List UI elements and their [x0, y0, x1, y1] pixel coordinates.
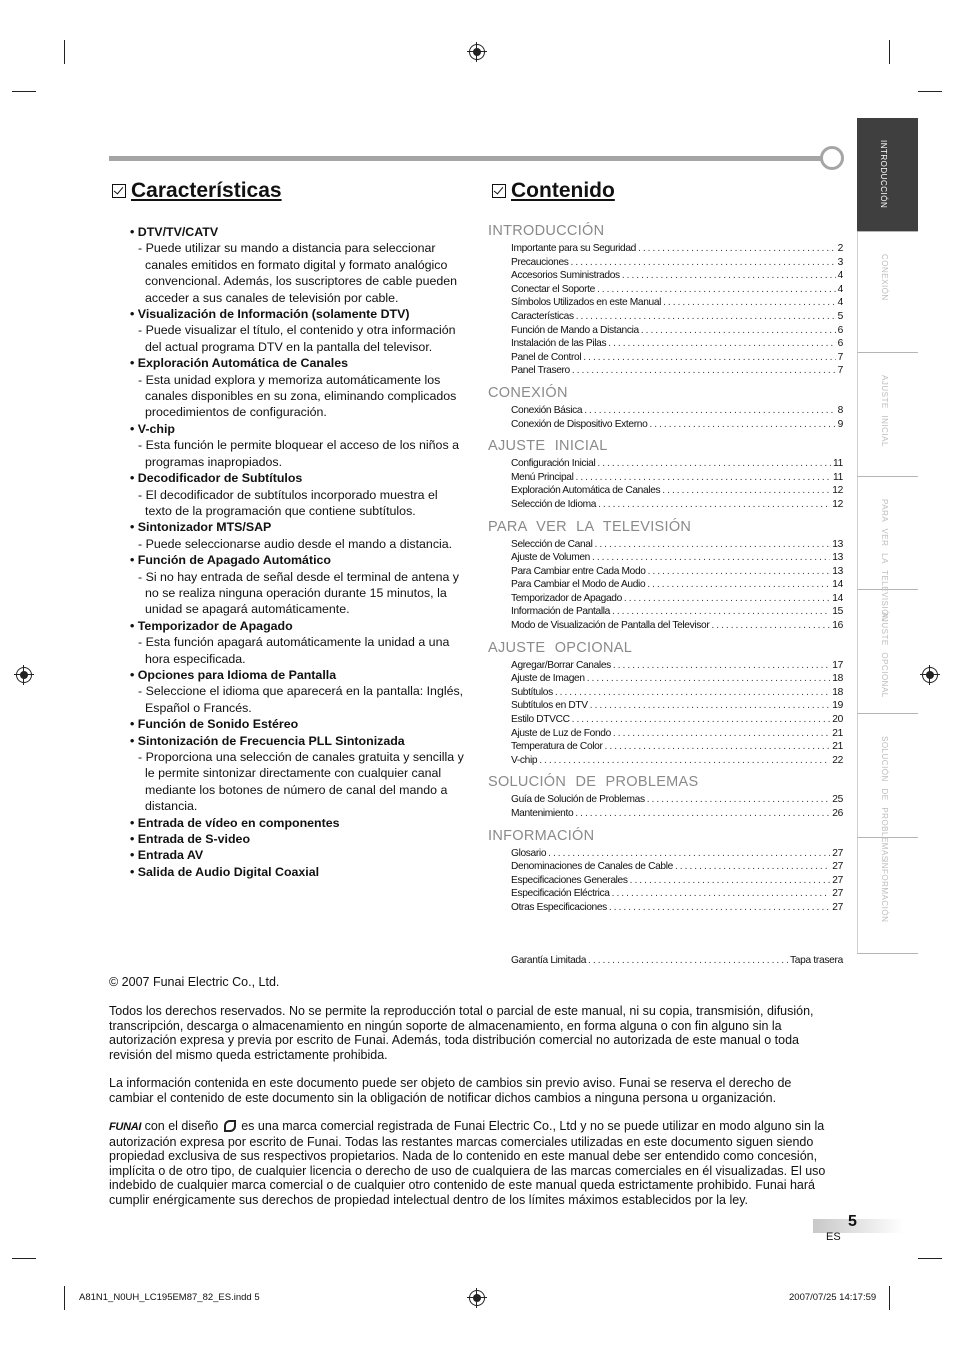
trademark-paragraph: FUNAI con el diseño es una marca comercial registrada de Funai Electric Co., Ltd y no se puede utilizar en modo alguno sin la autorización expresa por escrito de Funai. Todas las restantes marcas comerciales utilizadas en este documento siguen siendo propiedad exclusiva de sus respectivos propietarios. Nada de lo contenido en este manual debe ser entendido como concesión, implícita o de otro tipo, de cualquier licencia o derecho de uso de cualquiera de las marcas comerciales en él visualizadas. El uso indebido de cualquier marca comercial o de cualquier otro contenido de este manual queda estrictamente prohibido. Funai hará cumplir enérgicamente sus derechos de propiedad intelectual dentro de los límites máximos establecidos por la ley.	[109, 1119, 826, 1207]
feature-title: • Función de Apagado Automático	[130, 552, 465, 568]
toc-row[interactable]	[511, 364, 843, 378]
registration-mark-icon	[922, 667, 938, 683]
crop-mark	[918, 1258, 942, 1259]
toc-page: 13	[832, 565, 843, 577]
toc-label: Estilo DTVCC	[511, 714, 570, 726]
toc-label: Importante para su Seguridad	[511, 243, 636, 254]
rights-paragraph: Todos los derechos reservados. No se permite la reproducción total o parcial de este manual, ni su copia, transmisión, difusión, transcripción, descarga o almacenamiento en ningún soporte de almacenamiento, en forma alguna o con fin alguno sin la autorización expresa y previa por escrito de Funai. Además, toda distribución comercial no autorizada de este manual o toda revisión del mismo queda estrictamente prohibida.	[109, 1004, 814, 1062]
toc-page: 19	[832, 700, 843, 712]
toc-label: Guía de Solución de Problemas	[511, 794, 645, 806]
toc-label: Símbolos Utilizados en este Manual	[511, 297, 662, 309]
checkbox-icon	[492, 184, 506, 198]
side-tab-para-ver[interactable]: PARA VER LA TELEVISIÓN	[857, 477, 918, 590]
toc-label: Información de Pantalla	[511, 606, 610, 618]
toc-row[interactable]	[511, 256, 843, 270]
toc-leader	[590, 699, 831, 713]
language-code: ES	[826, 1231, 841, 1243]
toc-label: Precauciones	[511, 256, 569, 268]
toc-label: Función de Mando a Distancia	[511, 324, 639, 336]
feature-description: - Si no hay entrada de señal desde el terminal de antena y no se realiza ninguna operación durante 15 minutos, la unidad se apagará automáticamente.	[130, 569, 465, 618]
toc-row[interactable]	[511, 565, 843, 579]
toc-leader	[649, 418, 835, 432]
toc-leader	[572, 364, 836, 378]
table-of-contents	[488, 223, 843, 915]
side-tab-solucion[interactable]: SOLUCIÓN DE PROBLEMAS	[857, 714, 918, 838]
toc-row[interactable]	[511, 551, 843, 565]
toc-label: Accesorios Suministrados	[511, 270, 620, 282]
feature-description: - Esta unidad explora y memoriza automáticamente los canales disponibles en su zona, eliminando complicados procedimientos de configuración.	[130, 372, 465, 421]
toc-leader	[555, 686, 830, 700]
toc-row[interactable]	[511, 754, 843, 768]
toc-row[interactable]	[511, 793, 843, 807]
toc-section-items	[488, 793, 843, 820]
toc-page: 21	[832, 741, 843, 753]
toc-row[interactable]	[511, 619, 843, 633]
feature-title: • DTV/TV/CATV	[130, 224, 465, 240]
toc-label: Instalación de las Pilas	[511, 338, 607, 350]
features-list	[130, 224, 465, 880]
toc-leader	[612, 887, 831, 901]
checkbox-icon	[112, 184, 126, 198]
toc-page: 4	[837, 270, 843, 282]
toc-page: 6	[837, 324, 843, 336]
toc-row[interactable]	[511, 847, 843, 861]
toc-leader	[583, 351, 835, 365]
side-tab-introduccion[interactable]: INTRODUCCIÓN	[857, 118, 918, 232]
feature-title: • Entrada de vídeo en componentes	[130, 815, 465, 831]
toc-section-items	[488, 538, 843, 633]
page-number: 5	[848, 1213, 857, 1230]
toc-leader	[575, 807, 830, 821]
toc-row[interactable]	[511, 457, 843, 471]
toc-label: Conectar el Soporte	[511, 283, 595, 295]
feature-description: - Puede utilizar su mando a distancia para seleccionar canales emitidos en formato digital y formato analógico convencional. Además, los suscriptores de cable pueden acceder a sus canales de televisión por cable.	[130, 240, 465, 306]
toc-page: 26	[832, 808, 843, 819]
toc-page: 21	[832, 727, 843, 739]
feature-title: • Temporizador de Apagado	[130, 618, 465, 634]
toc-page: 4	[837, 283, 843, 295]
toc-label: Selección de Idioma	[511, 498, 597, 510]
toc-page: 14	[832, 592, 843, 604]
toc-page: 11	[833, 471, 843, 483]
toc-row[interactable]	[511, 727, 843, 741]
toc-label: Glosario	[511, 847, 547, 859]
toc-leader	[584, 404, 835, 418]
toc-page: 22	[832, 754, 843, 766]
toc-leader	[675, 860, 830, 874]
toc-leader	[663, 296, 836, 310]
toc-leader	[592, 551, 830, 565]
feature-title: • Función de Sonido Estéreo	[130, 716, 465, 732]
toc-label: Especificación Eléctrica	[511, 888, 610, 900]
toc-leader	[608, 337, 835, 351]
toc-row[interactable]	[511, 740, 843, 754]
toc-section-items	[488, 457, 843, 511]
toc-page: 7	[837, 351, 843, 363]
toc-label: Ajuste de Luz de Fondo	[511, 727, 611, 739]
toc-page: 11	[833, 458, 843, 470]
feature-title: • Entrada de S-video	[130, 831, 465, 847]
crop-mark	[889, 40, 890, 64]
toc-leader	[539, 754, 830, 768]
toc-row[interactable]	[511, 283, 843, 297]
toc-section-title: AJUSTE INICIAL	[488, 438, 608, 455]
toc-page: 27	[832, 888, 843, 900]
toc-leader	[597, 457, 831, 471]
toc-row[interactable]	[511, 672, 843, 686]
toc-leader	[594, 538, 830, 552]
crop-mark	[12, 1258, 36, 1259]
feature-description: - Puede visualizar el título, el contenido y otra información del actual programa DTV en la pantalla del televisor.	[130, 322, 465, 355]
toc-leader	[613, 659, 830, 673]
toc-label: Características	[511, 310, 574, 322]
toc-label: Denominaciones de Canales de Cable	[511, 861, 673, 873]
header-rule	[109, 156, 824, 161]
crop-mark	[64, 40, 65, 64]
toc-label: Modo de Visualización de Pantalla del Televisor	[511, 620, 710, 632]
toc-row[interactable]	[511, 337, 843, 351]
toc-leader	[630, 874, 831, 888]
toc-row[interactable]	[511, 901, 843, 915]
toc-page: 20	[832, 714, 843, 726]
toc-section-title: PARA VER LA TELEVISIÓN	[488, 518, 692, 535]
toc-leader	[612, 605, 830, 619]
toc-leader	[605, 740, 831, 754]
side-tabs	[857, 118, 918, 954]
toc-section-items	[488, 847, 843, 915]
toc-label: Conexión Básica	[511, 404, 583, 416]
toc-row[interactable]	[511, 310, 843, 324]
toc-leader	[598, 498, 830, 512]
toc-leader	[575, 471, 831, 485]
toc-page: 8	[837, 404, 843, 416]
toc-page: 3	[837, 256, 843, 268]
toc-row[interactable]	[511, 418, 843, 432]
toc-leader	[624, 592, 830, 606]
toc-label: Temperatura de Color	[511, 741, 603, 753]
toc-section-items	[488, 659, 843, 768]
side-tab-informacion[interactable]: INFORMACIÓN	[857, 838, 918, 954]
toc-page: 17	[832, 659, 843, 671]
toc-label: Menú Principal	[511, 471, 574, 483]
changes-paragraph: La información contenida en este documento puede ser objeto de cambios sin previo aviso. Funai se reserva el derecho de cambiar el contenido de este documento sin la obligación de notificar dichos cambios a ninguna persona u organización.	[109, 1076, 792, 1105]
toc-label: Temporizador de Apagado	[511, 592, 622, 604]
side-tab-ajuste-inicial[interactable]: AJUSTE INICIAL	[857, 353, 918, 477]
toc-leader	[622, 269, 836, 283]
toc-row[interactable]	[511, 874, 843, 888]
feature-title: • Salida de Audio Digital Coaxial	[130, 864, 465, 880]
feature-title: • Visualización de Información (solamente DTV)	[130, 306, 465, 322]
toc-row[interactable]	[511, 592, 843, 606]
toc-page: 13	[832, 552, 843, 564]
toc-page: 4	[837, 297, 843, 309]
toc-page: 16	[832, 620, 843, 632]
toc-label: Para Cambiar entre Cada Modo	[511, 565, 646, 577]
feature-title: • Exploración Automática de Canales	[130, 355, 465, 371]
toc-page: 5	[837, 310, 843, 322]
toc-page: 27	[832, 901, 843, 913]
toc-label: Subtítulos	[511, 686, 553, 698]
toc-section-title: CONEXIÓN	[488, 384, 568, 401]
toc-label: Otras Especificaciones	[511, 901, 607, 913]
features-heading: Características	[112, 179, 282, 203]
toc-section-title: AJUSTE OPCIONAL	[488, 639, 633, 656]
toc-row[interactable]	[511, 860, 843, 874]
registration-mark-icon	[16, 667, 32, 683]
toc-warranty-row[interactable]: Garantía Limitada ..... Tapa trasera	[511, 954, 843, 968]
toc-label: Ajuste de Imagen	[511, 673, 585, 685]
footer-file-name: A81N1_N0UH_LC195EM87_82_ES.indd 5	[79, 1292, 260, 1303]
feature-title: • Decodificador de Subtítulos	[130, 470, 465, 486]
toc-row[interactable]	[511, 659, 843, 673]
feature-description: - Esta función le permite bloquear el acceso de los niños a programas inapropiados.	[130, 437, 465, 470]
toc-row[interactable]	[511, 605, 843, 619]
toc-section-items	[488, 404, 843, 431]
toc-page: 25	[832, 794, 843, 806]
toc-page: 7	[837, 365, 843, 377]
toc-leader	[648, 565, 831, 579]
toc-leader	[609, 901, 830, 915]
toc-row[interactable]	[511, 471, 843, 485]
registration-mark-icon	[469, 44, 485, 60]
toc-section-title: SOLUCIÓN DE PROBLEMAS	[488, 774, 699, 791]
toc-row[interactable]	[511, 686, 843, 700]
toc-page: 15	[832, 606, 843, 618]
toc-label: Especificaciones Generales	[511, 874, 628, 886]
toc-leader	[576, 310, 836, 324]
toc-row[interactable]	[511, 538, 843, 552]
toc-label: Agregar/Borrar Canales	[511, 659, 611, 671]
toc-label: Conexión de Dispositivo Externo	[511, 418, 648, 430]
header-circle-icon	[820, 146, 844, 170]
toc-label: Panel de Control	[511, 351, 582, 363]
crop-mark	[889, 1286, 890, 1310]
toc-leader	[572, 713, 831, 727]
toc-label: Selección de Canal	[511, 538, 593, 550]
registration-mark-icon	[469, 1290, 485, 1306]
toc-row[interactable]	[511, 404, 843, 418]
crop-mark	[918, 91, 942, 92]
toc-row[interactable]	[511, 498, 843, 512]
toc-leader	[587, 672, 831, 686]
toc-leader	[613, 727, 830, 741]
toc-row[interactable]	[511, 807, 843, 821]
feature-description: - Seleccione el idioma que aparecerá en la pantalla: Inglés, Español o Francés.	[130, 683, 465, 716]
toc-page: 27	[832, 874, 843, 886]
funai-design-icon	[224, 1120, 236, 1132]
toc-row[interactable]	[511, 484, 843, 498]
toc-row[interactable]	[511, 699, 843, 713]
toc-page: 12	[832, 498, 843, 510]
side-tab-ajuste-opcional[interactable]: AJUSTE OPCIONAL	[857, 590, 918, 714]
toc-page: 27	[832, 861, 843, 873]
toc-page: 27	[832, 847, 843, 859]
feature-title: • Entrada AV	[130, 847, 465, 863]
toc-page: 12	[832, 485, 843, 497]
toc-page: 2	[837, 243, 843, 254]
feature-description: - Proporciona una selección de canales gratuita y sencilla y le permite sintonizar directamente con cualquier canal mediante los botones de número de canal del mando a distancia.	[130, 749, 465, 815]
toc-page: 18	[832, 673, 843, 685]
toc-label: Panel Trasero	[511, 365, 570, 377]
toc-label: Mantenimiento	[511, 808, 574, 819]
toc-leader	[647, 793, 831, 807]
toc-leader	[711, 619, 830, 633]
toc-page: 14	[832, 579, 843, 591]
feature-title: • Opciones para Idioma de Pantalla	[130, 667, 465, 683]
toc-row[interactable]	[511, 887, 843, 901]
toc-leader	[571, 256, 836, 270]
toc-section-items	[488, 242, 843, 378]
feature-description: - El decodificador de subtítulos incorporado muestra el texto de la programación que contiene subtítulos.	[130, 487, 465, 520]
funai-logo: FUNAI	[109, 1121, 142, 1133]
feature-title: • Sintonización de Frecuencia PLL Sintonizada	[130, 733, 465, 749]
crop-mark	[64, 1286, 65, 1310]
toc-section-title: INFORMACIÓN	[488, 827, 595, 844]
toc-leader	[641, 324, 836, 338]
toc-row[interactable]	[511, 351, 843, 365]
toc-row[interactable]	[511, 269, 843, 283]
toc-label: Para Cambiar el Modo de Audio	[511, 579, 646, 591]
toc-page: 9	[837, 418, 843, 430]
footer-timestamp: 2007/07/25 14:17:59	[789, 1292, 877, 1303]
feature-title: • V-chip	[130, 421, 465, 437]
toc-page: 13	[832, 538, 843, 550]
toc-leader	[597, 283, 836, 297]
toc-label: Exploración Automática de Canales	[511, 485, 661, 497]
toc-label: Subtítulos en DTV	[511, 700, 588, 712]
toc-row[interactable]	[511, 242, 843, 256]
feature-description: - Esta función apagará automáticamente la unidad a una hora especificada.	[130, 634, 465, 667]
toc-row[interactable]	[511, 296, 843, 310]
toc-page: 18	[832, 686, 843, 698]
toc-label: V-chip	[511, 754, 538, 766]
feature-title: • Sintonizador MTS/SAP	[130, 519, 465, 535]
copyright-notice: © 2007 Funai Electric Co., Ltd.	[109, 975, 280, 989]
contents-heading: Contenido	[492, 179, 615, 203]
toc-row[interactable]	[511, 713, 843, 727]
side-tab-conexion[interactable]: CONEXIÓN	[857, 232, 918, 353]
toc-leader	[662, 484, 830, 498]
toc-section-title: INTRODUCCIÓN	[488, 223, 605, 239]
toc-leader	[638, 242, 836, 256]
toc-leader	[548, 847, 830, 861]
feature-description: - Puede seleccionarse audio desde el mando a distancia.	[130, 536, 465, 552]
toc-row[interactable]	[511, 324, 843, 338]
toc-label: Ajuste de Volumen	[511, 552, 591, 564]
toc-row[interactable]	[511, 578, 843, 592]
toc-label: Configuración Inicial	[511, 458, 596, 470]
crop-mark	[12, 91, 36, 92]
toc-page: 6	[837, 338, 843, 350]
toc-leader	[647, 578, 830, 592]
